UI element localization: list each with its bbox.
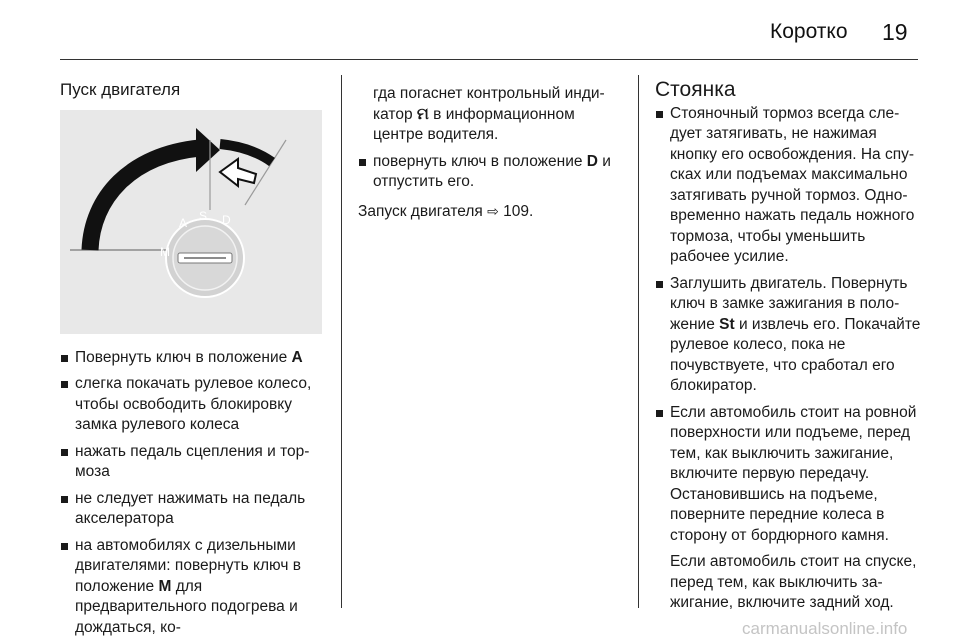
section-heading-engine-start: Пуск двигателя: [60, 80, 181, 99]
list-item: на автомобилях с дизельными двигателями: повернуть ключ в положение M для предварительного подогрева и дождаться, ко-: [60, 536, 330, 639]
list-item: Если автомобиль стоит на ровной поверхности или подъеме, перед тем, как выключить зажигание, включите первую передачу. Остановившись на подъеме, поверните передние колеса в сторону от бордюрного камня.: [655, 403, 923, 547]
position-label-s: S: [199, 208, 208, 223]
position-label-a: A: [179, 215, 188, 230]
list-item: нажать педаль сцепления и тормоза: [60, 442, 330, 483]
cross-reference: Запуск двигателя ⇨ 109.: [358, 202, 534, 220]
column-1: [60, 80, 330, 644]
engine-start-steps: [60, 348, 330, 639]
continued-text: гда погаснет контрольный индикатор ମ в информационном центре водителя.: [373, 85, 605, 143]
list-item: Заглушить двигатель. Повернуть ключ в замке зажигания в положение St и извлечь его. Покачайте рулевое колесо, пока не почувствуете, что сработал его блокиратор.: [655, 274, 923, 397]
parking-steps: [655, 104, 923, 547]
header-rule: [60, 59, 918, 60]
page-reference-icon: ⇨: [487, 202, 499, 219]
engine-start-steps-cont: [358, 152, 628, 193]
page-number: 19: [882, 19, 908, 45]
list-item: повернуть ключ в положение D и отпустить его.: [358, 152, 628, 193]
list-item: слегка покачать рулевое колесо, чтобы освободить блокировку замка рулевого колеса: [60, 374, 330, 436]
return-arc: [220, 144, 272, 162]
column-2: [358, 80, 628, 222]
glow-plug-icon: ମ: [416, 105, 429, 123]
list-item: Повернуть ключ в положение A: [60, 348, 330, 369]
column-divider: [341, 75, 342, 608]
ignition-diagram: [60, 110, 322, 334]
list-item: не следует нажимать на педаль акселератора: [60, 489, 330, 530]
position-label-d: D: [222, 212, 231, 227]
position-label-m: M: [160, 244, 170, 259]
parking-note: Если автомобиль стоит на спуске, перед тем, как выключить зажигание, включите задний ход.: [670, 553, 917, 611]
return-arrow: [220, 159, 256, 186]
rotation-arrowhead: [196, 128, 220, 172]
column-3: [655, 80, 923, 614]
header-title: Коротко: [770, 20, 848, 43]
column-divider: [638, 75, 639, 608]
ignition-figure: [60, 110, 322, 334]
watermark: carmanualsonline.info: [742, 619, 908, 638]
list-item: Стояночный тормоз всегда следует затягивать, не нажимая кнопку его освобождения. На спусках или подъемах максимально затягивать ручной тормоз. Одновременно нажать педаль ножного тормоза, чтобы уменьшить рабочее усилие.: [655, 104, 923, 268]
section-heading-parking: Стоянка: [655, 78, 736, 101]
